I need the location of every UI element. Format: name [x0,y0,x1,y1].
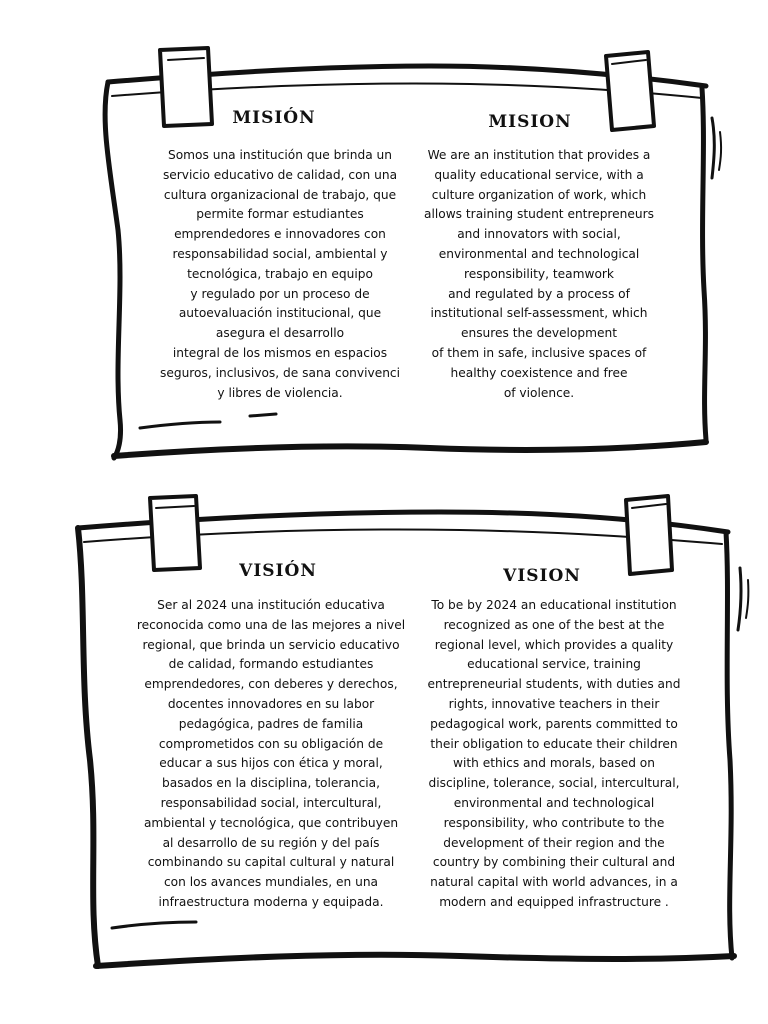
vision-english-text [416,596,692,913]
text-line: and regulated by a process of [448,286,630,301]
vision-tape-left [150,496,200,570]
text-line: quality educational service, with a [434,167,644,182]
text-line: combinando su capital cultural y natural [147,855,395,870]
text-line: modern and equipped infrastructure . [439,894,669,909]
text-line: emprendedores, con deberes y derechos, [144,677,398,692]
text-line: emprendedores e innovadores con [174,227,386,242]
text-line: pedagógica, padres de familia [178,716,364,731]
text-line: cultura organizacional de trabajo, que [163,187,397,202]
text-line: reconocida como una de las mejores a nivel [136,617,406,632]
text-line: culture organization of work, which [431,187,647,202]
text-line: To be by 2024 an educational institution [431,598,677,612]
mission-spanish-title: MISIÓN [232,108,316,128]
text-line: tecnológica, trabajo en equipo [187,266,373,281]
text-line: comprometidos con su obligación de [158,736,384,751]
text-line: responsibility, teamwork [464,266,614,281]
text-line: Ser al 2024 una institución educativa [157,598,385,612]
text-line: de calidad, formando estudiantes [168,657,374,672]
text-line: of violence. [503,385,575,400]
vision-english-title: VISION [503,566,581,586]
text-line: environmental and technological [453,795,655,810]
text-line: responsabilidad social, intercultural, [160,795,382,810]
text-line: pedagogical work, parents committed to [430,716,678,731]
text-line: integral de los mismos en espacios [172,345,388,360]
text-line: educar a sus hijos con ética y moral, [159,756,383,771]
vision-spanish-title: VISIÓN [239,561,317,581]
text-line: regional level, which provides a quality [434,637,674,652]
text-line: rights, innovative teachers in their [448,696,660,711]
text-line: ensures the development [460,326,618,341]
text-line: of them in safe, inclusive spaces of [431,345,647,360]
text-line: al desarrollo de su región y del país [162,835,380,850]
text-line: and innovators with social, [457,227,621,242]
text-line: regional, que brinda un servicio educativo [142,637,400,652]
text-line: natural capital with world advances, in a [430,875,678,890]
text-line: docentes innovadores en su labor [167,696,375,711]
text-line: permite formar estudiantes [196,207,364,222]
text-line: with ethics and morals, based on [453,756,655,771]
text-line: responsibility, who contribute to the [443,815,665,830]
text-line: environmental and technological [438,246,640,261]
mission-english-title: MISION [488,112,572,132]
text-line: entrepreneurial students, with duties and [427,677,681,692]
mission-english-text [412,146,666,403]
mission-tape-left [160,48,212,126]
text-line: infraestructura moderna y equipada. [158,894,384,909]
text-line: Somos una institución que brinda un [167,148,393,162]
text-line: seguros, inclusivos, de sana convivenci [159,365,401,380]
text-line: y libres de violencia. [217,385,343,400]
text-line: recognized as one of the best at the [443,617,665,632]
mission-spanish-text [152,146,408,403]
text-line: y regulado por un proceso de [190,286,370,301]
text-line: development of their region and the [443,835,665,850]
text-line: We are an institution that provides a [427,148,651,162]
text-line: educational service, training [467,657,641,672]
text-line: healthy coexistence and free [450,365,628,380]
mission-tape-right [606,52,654,130]
vision-spanish-text [128,596,414,913]
text-line: discipline, tolerance, social, intercultural, [428,776,680,791]
text-line: asegura el desarrollo [215,326,345,341]
text-line: con los avances mundiales, en una [163,875,379,890]
text-line: allows training student entrepreneurs [424,207,654,222]
text-line: their obligation to educate their children [430,736,678,751]
text-line: autoevaluación institucional, que [178,306,382,321]
text-line: basados en la disciplina, tolerancia, [161,776,381,791]
text-line: responsabilidad social, ambiental y [172,246,388,261]
text-line: institutional self-assessment, which [430,306,648,321]
text-line: servicio educativo de calidad, con una [162,167,398,182]
vision-tape-right [626,496,672,574]
text-line: country by combining their cultural and [432,855,676,870]
text-line: ambiental y tecnológica, que contribuyen [143,815,399,830]
